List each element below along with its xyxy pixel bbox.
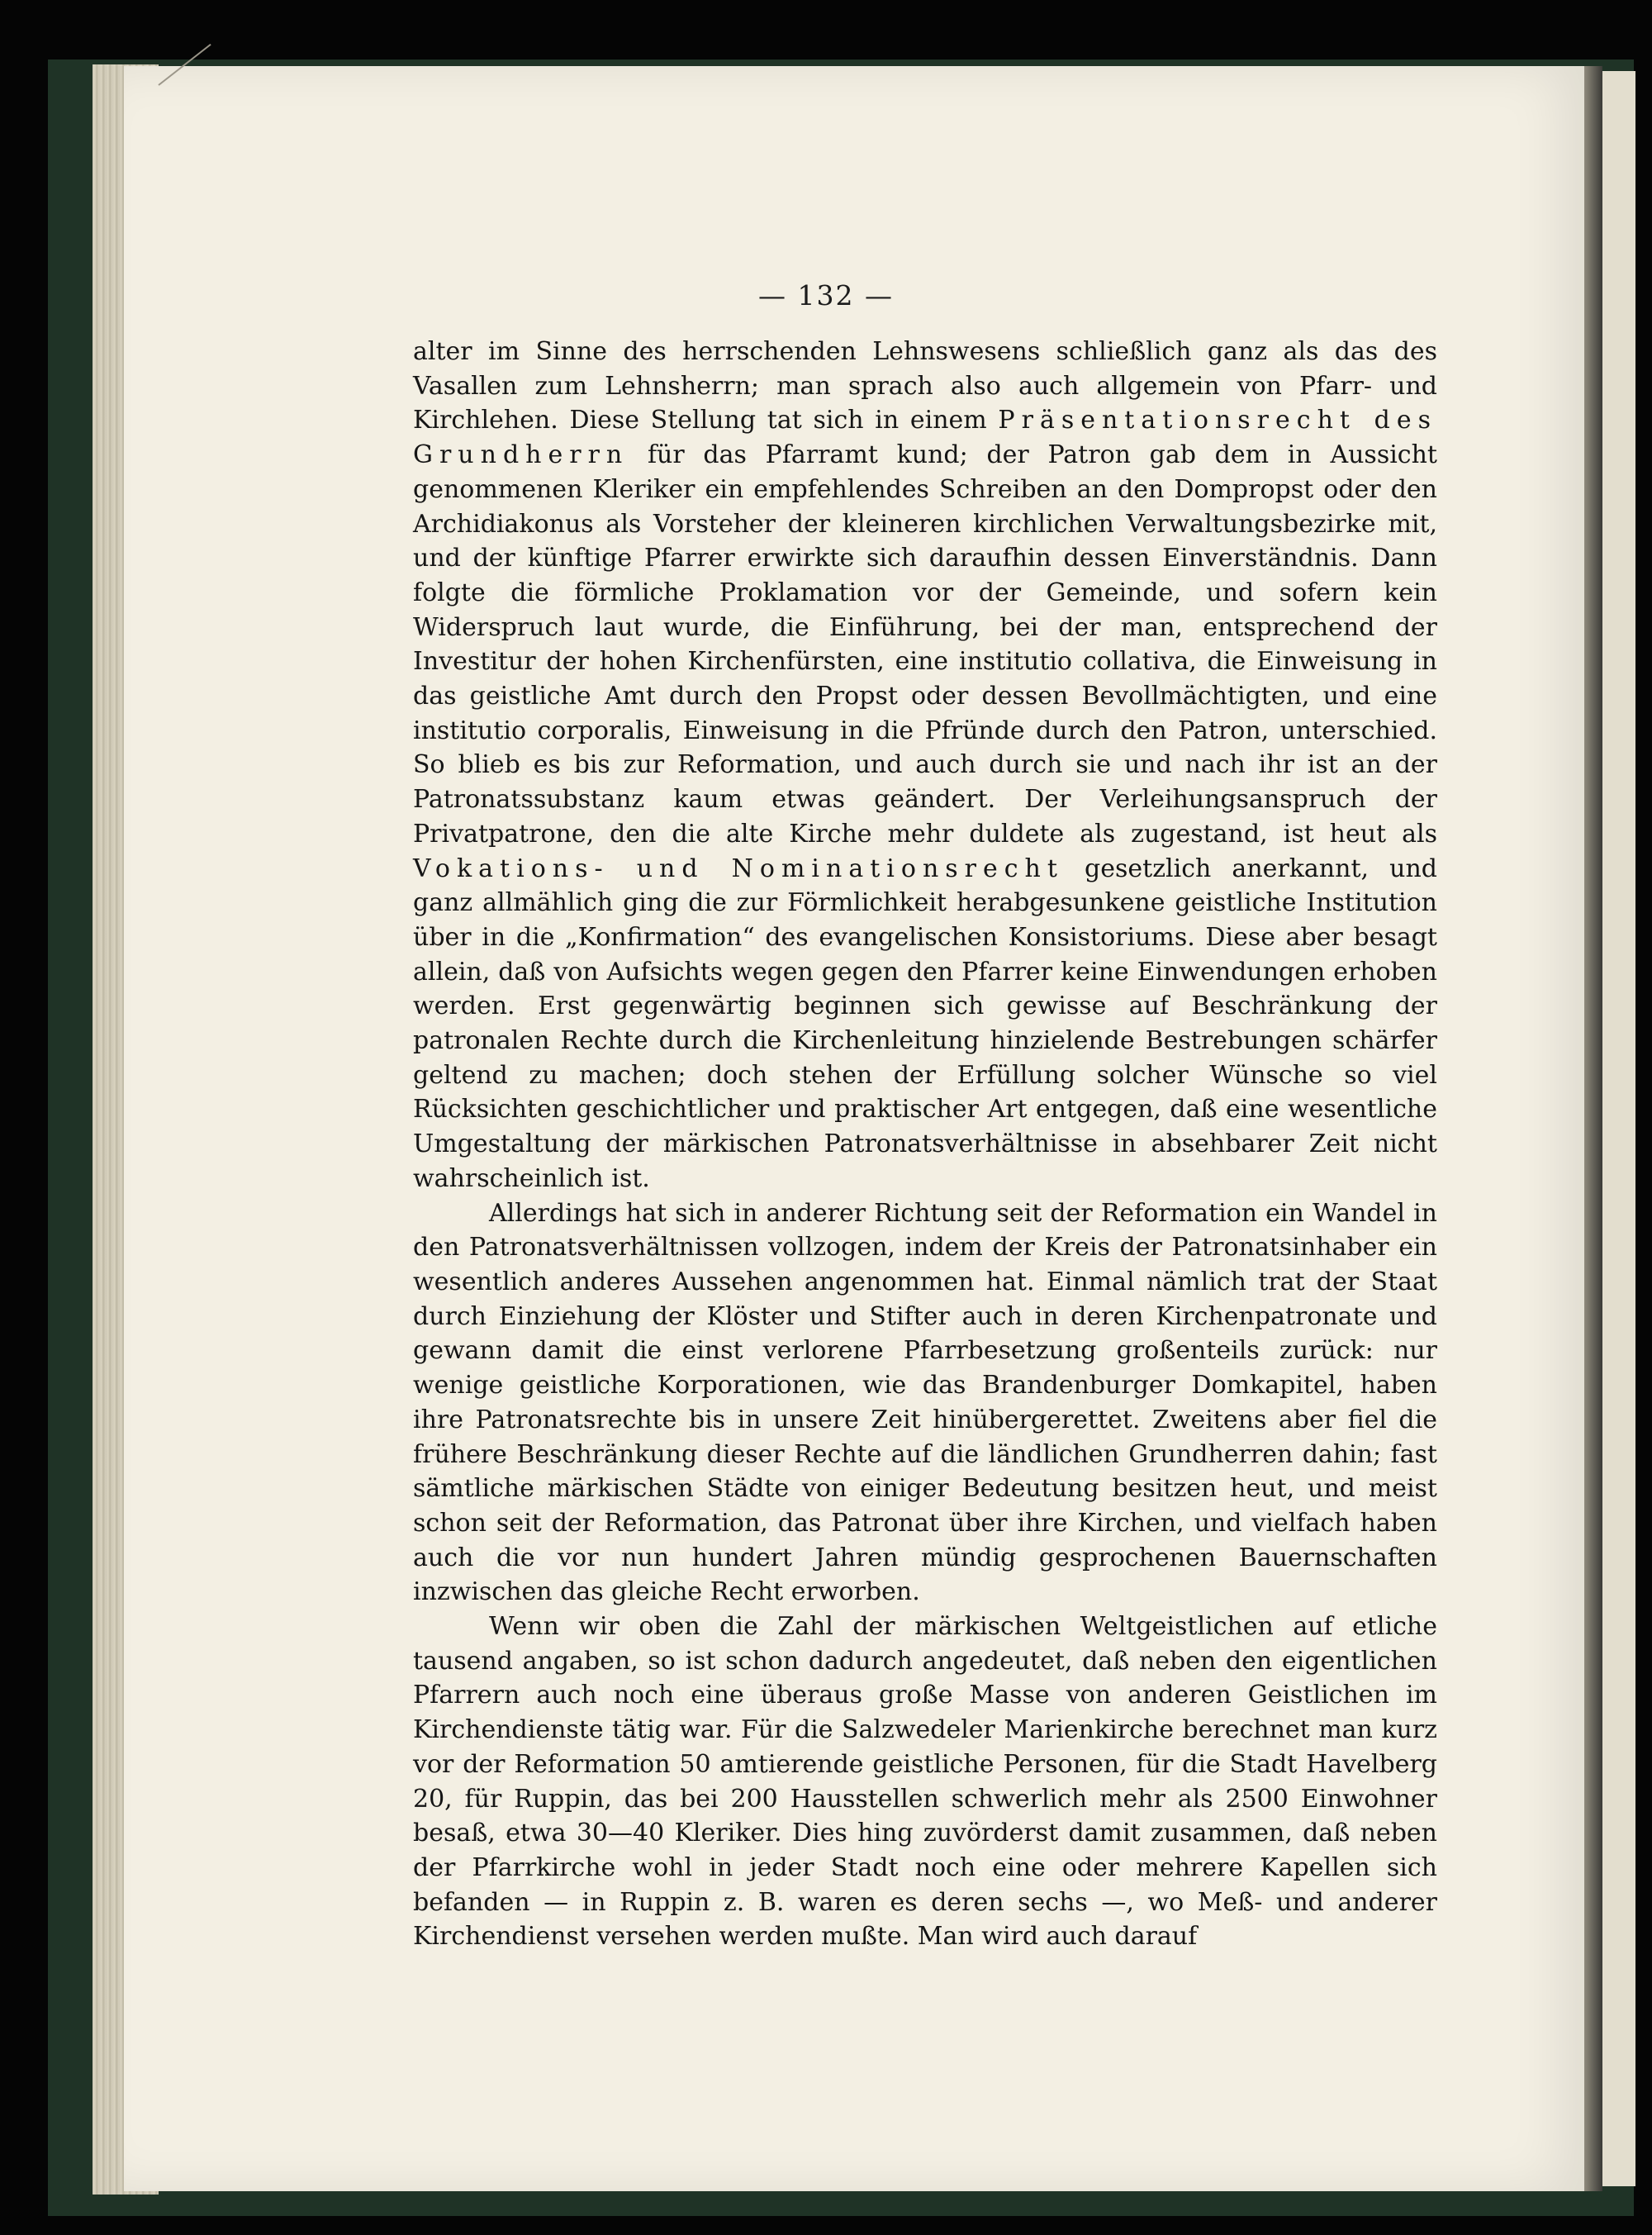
paragraph-text: für das Pfarramt kund; der Patron gab dem in Aussicht genommenen Kleriker ein empfehlendes Schreiben an den Dompropst oder den Archidiakonus als Vorsteher der kleineren kirchlichen Verwaltungsbezirke mit, und der künftige Pfarrer erwirkte sich daraufhin dessen Einverständnis. Dann folgte die förmliche Proklamation vor der Gemeinde, und sofern kein Widerspruch laut wurde, die Einführung, bei der man, entsprechend der Investitur der hohen Kirchenfürsten, eine institutio collativa, die Einweisung in das geistliche Amt durch den Propst oder dessen Bevollmächtigten, und eine institutio corporalis, Einweisung in die Pfründe durch den Patron, unterschied. So blieb es bis zur Reformation, und auch durch sie und nach ihr ist an der Patronatssubstanz kaum etwas geändert. Der Verleihungsanspruch der Privatpatrone, den die alte Kirche mehr duldete als zugestand, ist heut als (413, 440, 1437, 849)
paragraph (413, 1196, 1437, 1610)
paragraph-text: alter im Sinne des herrschenden Lehnswesens schließlich ganz als das des Vasallen zum Lehnsherrn; man sprach also auch allgemein von Pfarr- und Kirchlehen. Diese Stellung tat sich in einem (413, 337, 1437, 435)
paragraph (413, 335, 1437, 1196)
page-number: — 132 — (758, 279, 894, 311)
spaced-emphasis: Präsentationsrecht des Grundherrn (413, 406, 1437, 470)
paragraph (413, 1610, 1437, 1954)
paragraph-text: gesetzlich anerkannt, und ganz allmählich ging die zur Förmlichkeit herabgesunkene geistliche Institution über in die „Konfirmation“ des evangelischen Konsistoriums. Diese aber besagt allein, daß von Aufsichts wegen gegen den Pfarrer keine Einwendungen erhoben werden. Erst gegenwärtig beginnen sich gewisse auf Beschränkung der patronalen Rechte durch die Kirchenleitung hinzielende Bestrebungen schärfer geltend zu machen; doch stehen der Erfüllung solcher Wünsche so viel Rücksichten geschichtlicher und praktischer Art entgegen, daß eine wesentliche Umgestaltung der märkischen Patronatsverhältnisse in absehbarer Zeit nicht wahrscheinlich ist. (413, 854, 1437, 1193)
paragraph-text: Wenn wir oben die Zahl der märkischen Weltgeistlichen auf etliche tausend angaben, so ist schon dadurch angedeutet, daß neben den eigentlichen Pfarrern auch noch eine überaus große Masse von anderen Geistlichen im Kirchendienste tätig war. Für die Salzwedeler Marienkirche berechnet man kurz vor der Reformation 50 amtierende geistliche Personen, für die Stadt Havelberg 20, für Ruppin, das bei 200 Hausstellen schwerlich mehr als 2500 Einwohner besaß, etwa 30—40 Kleriker. Dies hing zuvörderst damit zusammen, daß neben der Pfarrkirche wohl in jeder Stadt noch eine oder mehrere Kapellen sich befanden — in Ruppin z. B. waren es deren sechs —, wo Meß- und anderer Kirchendienst versehen werden mußte. Man wird auch darauf (413, 1612, 1437, 1952)
body-text (413, 335, 1437, 1954)
facing-page-edge (1602, 71, 1635, 2186)
book-gutter (1584, 66, 1602, 2191)
spaced-emphasis: Vokations- und Nominationsrecht (413, 854, 1064, 883)
paragraph-text: Allerdings hat sich in anderer Richtung seit der Reformation ein Wandel in den Patronatsverhältnissen vollzogen, indem der Kreis der Patronatsinhaber ein wesentlich anderes Aussehen angenommen hat. Einmal nämlich trat der Staat durch Einziehung der Klöster und Stifter auch in deren Kirchenpatronate und gewann damit die einst verlorene Pfarrbesetzung großenteils zurück: nur wenige geistliche Korporationen, wie das Brandenburger Domkapitel, haben ihre Patronatsrechte bis in unsere Zeit hinübergerettet. Zweitens aber fiel die frühere Beschränkung dieser Rechte auf die ländlichen Grundherren dahin; fast sämtliche märkischen Städte von einiger Bedeutung besitzen heut, und meist schon seit der Reformation, das Patronat über ihre Kirchen, und vielfach haben auch die vor nun hundert Jahren mündig gesprochenen Bauernschaften inzwischen das gleiche Recht erworben. (413, 1198, 1437, 1607)
